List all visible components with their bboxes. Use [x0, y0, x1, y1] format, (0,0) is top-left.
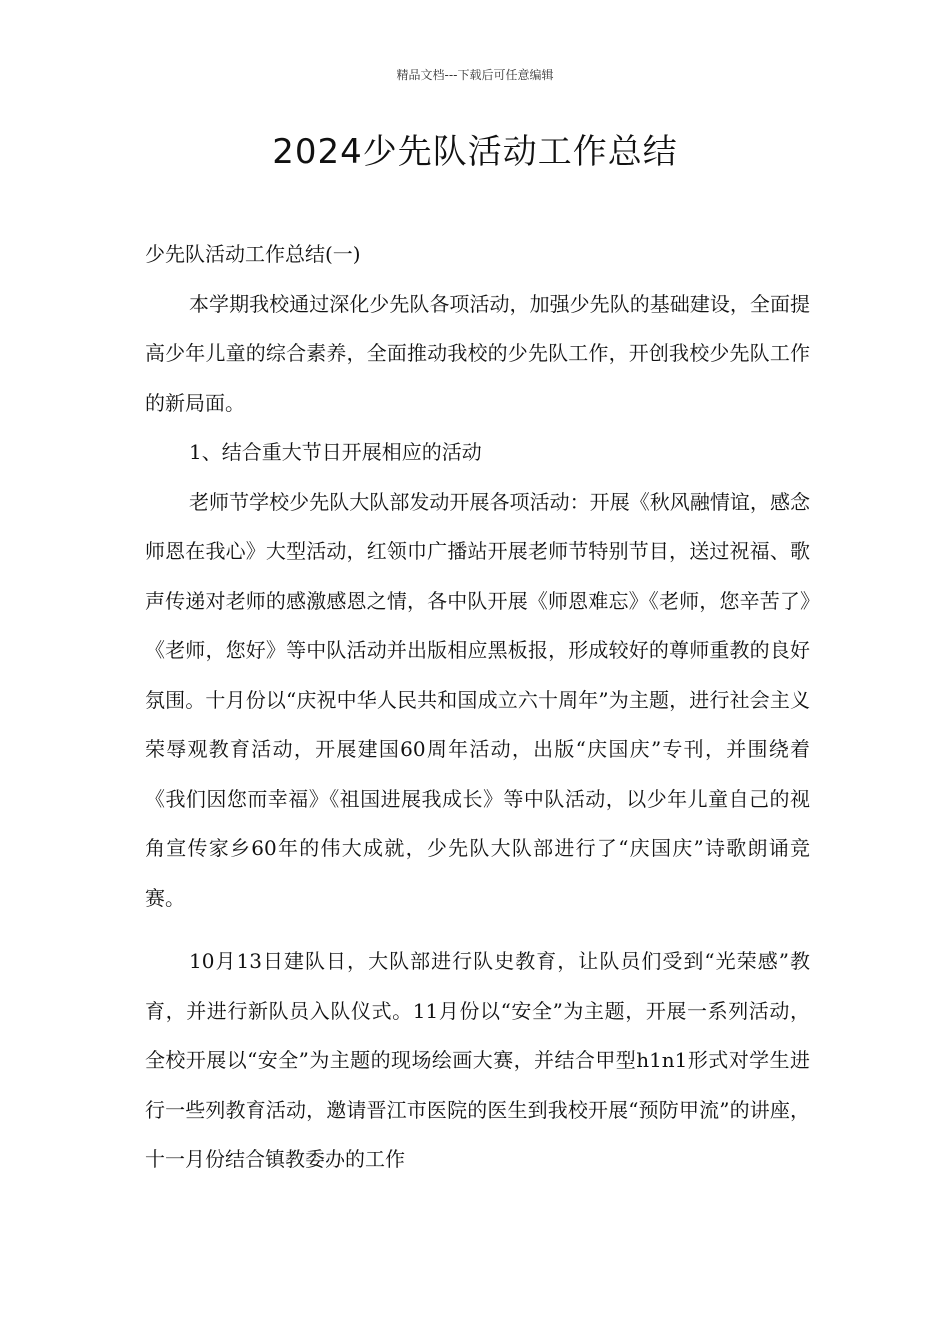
- section-heading: 少先队活动工作总结(一): [145, 242, 361, 266]
- document-body: [145, 230, 810, 1185]
- paragraph-teachers-day: 老师节学校少先队大队部发动开展各项活动：开展《秋风融情谊，感念师恩在我心》大型活动，红领巾广播站开展老师节特别节目，送过祝福、歌声传递对老师的感激感恩之情，各中队开展《师恩难忘》《老师，您辛苦了》《老师，您好》等中队活动并出版相应黑板报，形成较好的尊师重教的良好氛围。十月份以“庆祝中华人民共和国成立六十周年”为主题，进行社会主义荣辱观教育活动，开展建国60周年活动，出版“庆国庆”专刊，并围绕着《我们因您而幸福》《祖国进展我成长》等中队活动，以少年儿童自己的视角宣传家乡60年的伟大成就，少先队大队部进行了“庆国庆”诗歌朗诵竞赛。: [145, 489, 810, 910]
- document-title: 2024少先队活动工作总结: [272, 132, 678, 172]
- paragraph-oct13: 10月13日建队日，大队部进行队史教育，让队员们受到“光荣感”教育，并进行新队员入队仪式。11月份以“安全”为主题，开展一系列活动，全校开展以“安全”为主题的现场绘画大赛，并结合甲型h1n1形式对学生进行一些列教育活动，邀请晋江市医院的医生到我校开展“预防甲流”的讲座，十一月份结合镇教委办的工作: [145, 949, 810, 1171]
- header-note: 精品文档---下载后可任意编辑: [396, 68, 554, 82]
- item-heading-1: 1、结合重大节日开展相应的活动: [189, 440, 482, 464]
- paragraph-intro: 本学期我校通过深化少先队各项活动，加强少先队的基础建设，全面提高少年儿童的综合素养，全面推动我校的少先队工作，开创我校少先队工作的新局面。: [145, 291, 810, 415]
